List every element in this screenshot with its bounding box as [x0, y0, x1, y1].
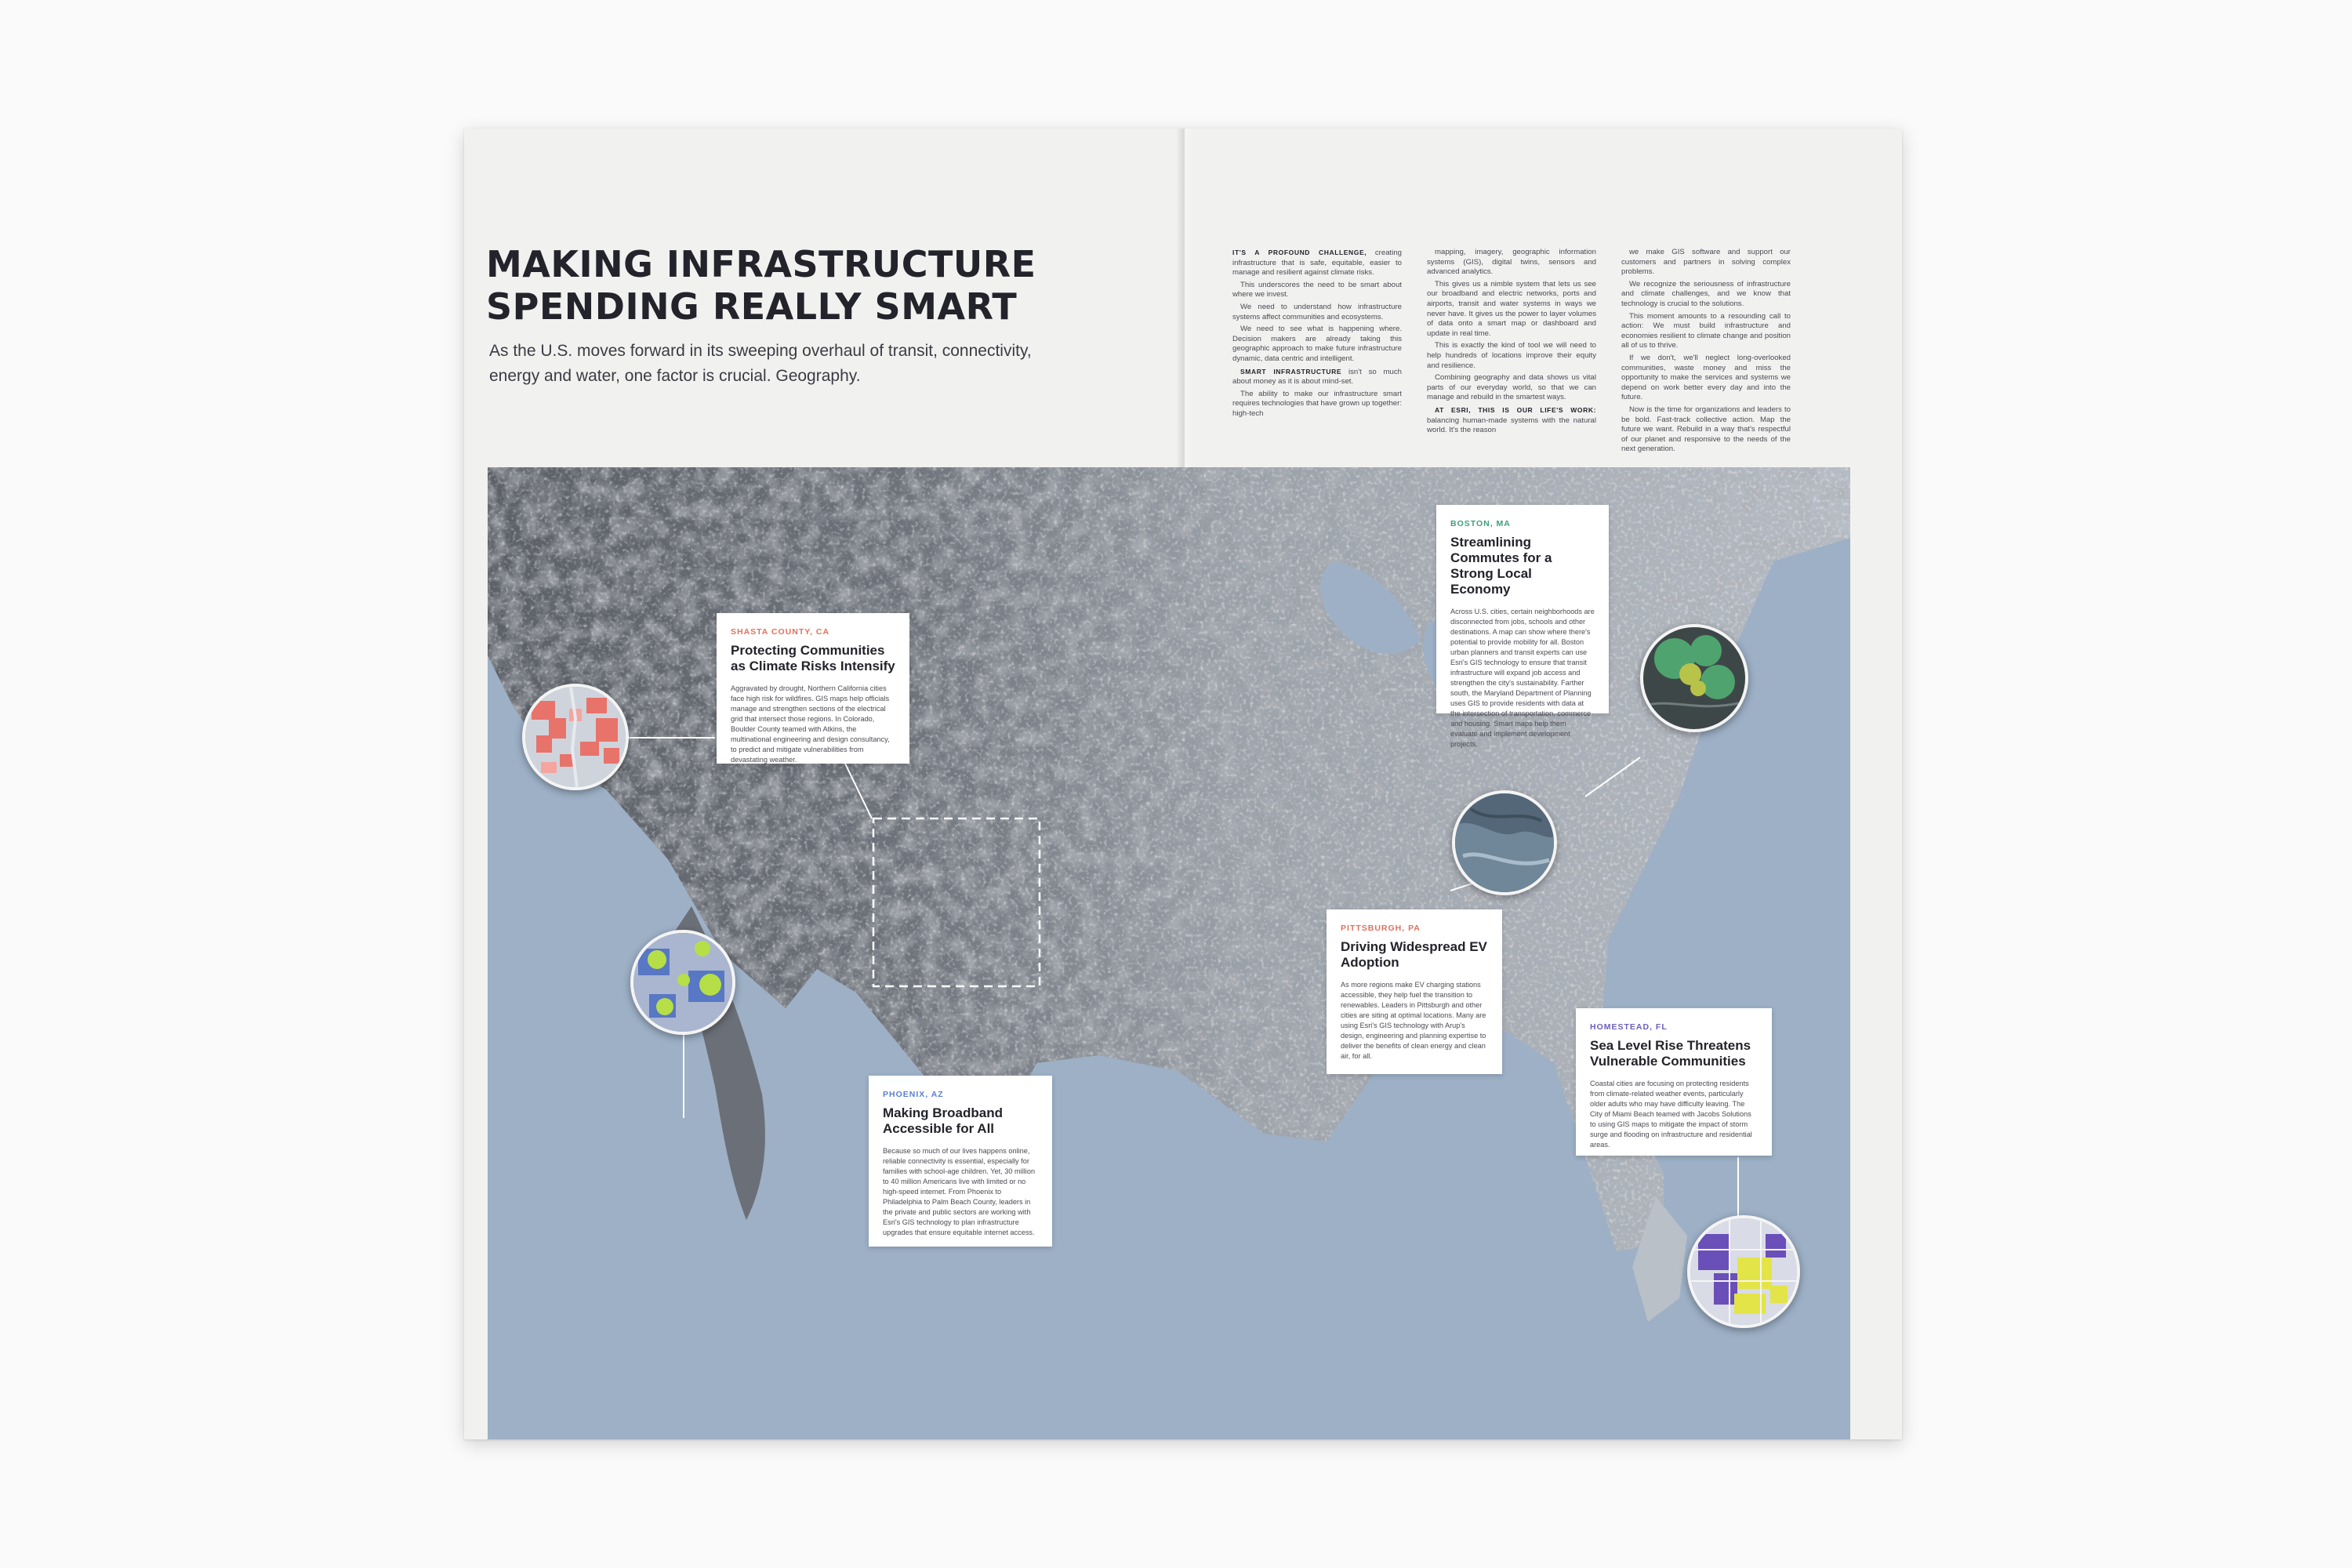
body-paragraph	[1427, 373, 1596, 403]
callout-location: BOSTON, MA	[1450, 519, 1511, 528]
body-paragraph	[1427, 280, 1596, 339]
body-paragraph	[1621, 312, 1791, 351]
callout-location: SHASTA COUNTY, CA	[731, 627, 830, 637]
body-paragraph	[1232, 248, 1402, 278]
callout-shasta	[717, 613, 909, 764]
callout-title: Making Broadband Accessible for All	[883, 1105, 1004, 1136]
paragraph-lead-in: AT ESRI, THIS IS OUR LIFE'S WORK:	[1435, 405, 1596, 414]
callout-boston	[1436, 505, 1609, 748]
paragraph-text: This is exactly the kind of tool we will need to help hundreds of locations improve their equity and resilience.	[1427, 341, 1596, 370]
body-paragraph	[1232, 281, 1402, 300]
body-column-2	[1427, 248, 1596, 438]
callout-title: Driving Widespread EV Adoption	[1341, 939, 1487, 970]
paragraph-text: We recognize the seriousness of infrastructure and climate challenges, and we know that technology is crucial to the solutions.	[1621, 279, 1791, 308]
callout-body: Aggravated by drought, Northern California cities face high risk for wildfires. GIS maps help officials manage and strengthen sections of the electrical grid that intersect those regions. In Colorado, Boulder County teamed with Atkins, the multinational engineering and design consultancy, to predict and mitigate vulnerabilities from devastating weather.	[731, 684, 890, 764]
paragraph-text: We need to understand how infrastructure systems affect communities and ecosystems.	[1232, 302, 1402, 321]
ev-map-inset-icon	[1452, 790, 1557, 895]
paragraph-text: Combining geography and data shows us vital parts of our everyday world, so that we can manage and rebuild in the smartest ways.	[1427, 373, 1596, 402]
body-paragraph	[1232, 390, 1402, 419]
callout-pittsburgh	[1327, 909, 1502, 1074]
body-paragraph	[1621, 280, 1791, 310]
body-column-1	[1232, 248, 1402, 422]
paragraph-lead-in: IT'S A PROFOUND CHALLENGE,	[1232, 249, 1367, 256]
callout-location: HOMESTEAD, FL	[1590, 1022, 1668, 1032]
body-paragraph	[1427, 341, 1596, 371]
callout-title: Sea Level Rise Threatens Vulnerable Communities	[1590, 1038, 1751, 1069]
callout-location: PHOENIX, AZ	[883, 1090, 944, 1099]
paragraph-text: mapping, imagery, geographic information systems (GIS), digital twins, sensors and advanced analytics.	[1427, 248, 1596, 277]
paragraph-text: We need to see what is happening where. Decision makers are already taking this geographic approach to make future infrastructure dynamic, data centric and intelligent.	[1232, 325, 1402, 363]
callout-phoenix	[869, 1076, 1052, 1247]
paragraph-text: This gives us a nimble system that lets us see our broadband and electric networks, ports and airports, transit and water systems in ways we never have. It gives us the power to layer volumes of data onto a smart map or dashboard and update in real time.	[1427, 279, 1596, 338]
callout-title: Protecting Communities as Climate Risks Intensify	[731, 643, 895, 673]
callout-title: Streamlining Commutes for a Strong Local Economy	[1450, 535, 1552, 597]
transit-map-inset-icon	[1640, 624, 1748, 732]
paragraph-text: This underscores the need to be smart about where we invest.	[1232, 280, 1402, 299]
body-paragraph	[1621, 248, 1791, 278]
body-paragraph	[1232, 325, 1402, 364]
wildfire-map-inset-icon	[522, 684, 629, 790]
paragraph-text: Now is the time for organizations and leaders to be bold. Fast-track collective action. Map the future we want. Rebuild in a way that's respectful of our planet and responsive to the needs of the next generation.	[1621, 405, 1791, 454]
callout-body: Coastal cities are focusing on protecting residents from climate-related weather events, particularly older adults who may have difficulty leaving. The City of Miami Beach teamed with Jacobs Solutions to using GIS maps to mitigate the impact of storm surge and flooding on infrastructure and residential areas.	[1590, 1080, 1752, 1149]
page-title: MAKING INFRASTRUCTURE SPENDING REALLY SMART	[486, 243, 1036, 328]
paragraph-text: This moment amounts to a resounding call to action: We must build infrastructure and economies resilient to climate change and position all of us to thrive.	[1621, 311, 1791, 350]
flood-map-inset-icon	[1687, 1215, 1800, 1328]
us-terrain-map	[488, 467, 1850, 1439]
paragraph-text: creating infrastructure that is safe, equitable, easier to manage and resilient against climate risks.	[1232, 249, 1402, 278]
paragraph-text: isn't so much about money as it is about mind-set.	[1232, 367, 1402, 387]
subheadline: As the U.S. moves forward in its sweeping overhaul of transit, connectivity, energy and water, one factor is crucial. Geography.	[489, 342, 1032, 385]
callout-body: Across U.S. cities, certain neighborhoods are disconnected from jobs, schools and other destinations. A map can show where there's potential to provide mobility for all. Boston urban planners and transit experts can use Esri's GIS technology to ensure that transit infrastructure will expand job access and strengthen the city's sustainability. Farther south, the Maryland Department of Planning uses GIS to provide residents with data at the intersection of transportation, commerce and housing. Smart maps help them evaluate and implement development projects.	[1450, 608, 1595, 748]
paragraph-text: If we don't, we'll neglect long-overlooked communities, waste money and miss the opportunity to make the services and systems we depend on work better every day and into the future.	[1621, 353, 1791, 402]
callout-location: PITTSBURGH, PA	[1341, 924, 1421, 933]
body-paragraph	[1232, 303, 1402, 322]
broadband-map-inset-icon	[630, 930, 735, 1035]
body-column-3	[1621, 248, 1791, 457]
paragraph-lead-in: SMART INFRASTRUCTURE	[1240, 367, 1342, 376]
callout-body: As more regions make EV charging stations accessible, they help fuel the transition to renewables. Leaders in Pittsburgh and other cities are siting at optimal locations. Many are using Esri's GIS technology with Arup's design, engineering and planning expertise to deliver the benefits of clean energy and clean air, for all.	[1341, 981, 1486, 1060]
body-paragraph	[1621, 354, 1791, 403]
paragraph-text: we make GIS software and support our customers and partners in solving complex problems.	[1621, 248, 1791, 277]
paragraph-text: The ability to make our infrastructure smart requires technologies that have grown up together: high-tech	[1232, 389, 1402, 418]
body-paragraph	[1232, 367, 1402, 387]
body-paragraph	[1621, 405, 1791, 455]
body-paragraph	[1427, 405, 1596, 436]
callout-body: Because so much of our lives happens online, reliable connectivity is essential, especially for families with school-age children. Yet, 30 million to 40 million Americans live with limited or no high-speed internet. From Phoenix to Philadelphia to Palm Beach County, leaders in the private and public sectors are working with Esri's GIS technology to plan infrastructure upgrades that ensure equitable internet access.	[883, 1147, 1036, 1236]
paragraph-text: balancing human-made systems with the natural world. It's the reason	[1427, 416, 1596, 435]
body-paragraph	[1427, 248, 1596, 278]
callout-homestead	[1576, 1008, 1772, 1156]
